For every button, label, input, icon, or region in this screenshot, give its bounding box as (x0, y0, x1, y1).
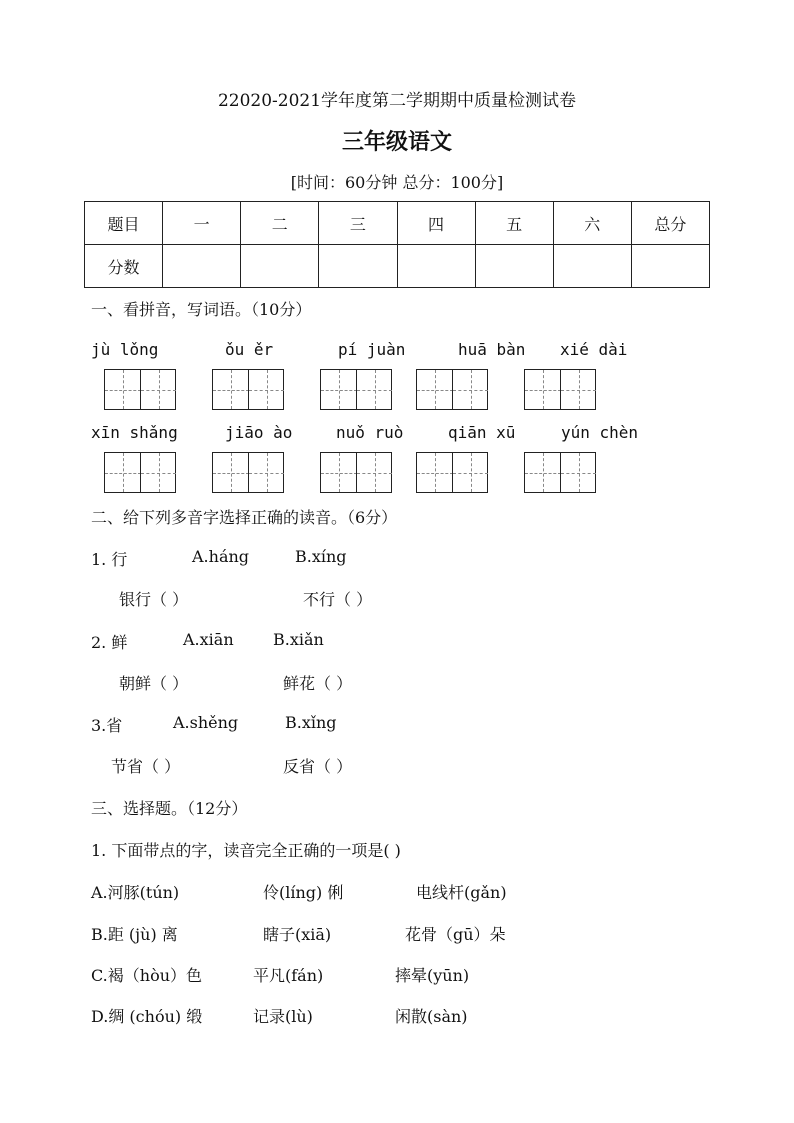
answer-blank[interactable]: 不行（ ） (303, 590, 373, 609)
choice-option-d-word: 闲散(sàn) (395, 1007, 468, 1026)
choice-option-b-word: 花骨（gū）朵 (405, 925, 506, 944)
choice-option-c-word: 摔晕(yūn) (395, 966, 470, 985)
writing-grid-box[interactable] (212, 452, 284, 493)
score-cell: 总分 (631, 202, 709, 245)
question-line: 3.省 (91, 716, 123, 735)
option-b: B.xǐng (285, 713, 337, 732)
score-cell: 题目 (85, 202, 163, 245)
option-b: B.xíng (295, 547, 347, 566)
score-cell: 五 (475, 202, 553, 245)
section3-heading: 三、选择题。（12分） (91, 799, 248, 818)
choice-option-d-word: 记录(lù) (253, 1007, 313, 1026)
choice-option-b[interactable]: B.距 (jù) 离 (91, 925, 178, 944)
score-cell: 二 (241, 202, 319, 245)
writing-grid-box[interactable] (104, 369, 176, 410)
writing-grid-box[interactable] (320, 369, 392, 410)
choice-option-a-word: 伶(líng) 俐 (263, 883, 344, 902)
score-cell: 四 (397, 202, 475, 245)
pinyin-label: qiān xū (448, 423, 516, 442)
answer-blank[interactable]: 节省（ ） (111, 757, 181, 776)
choice-option-a-word: 电线杆(gǎn) (416, 883, 507, 902)
writing-grid-box[interactable] (416, 369, 488, 410)
writing-grid-box[interactable] (524, 369, 596, 410)
choice-option-d[interactable]: D.绸 (chóu) 缎 (91, 1007, 203, 1026)
choice-option-c[interactable]: C.褐（hòu）色 (91, 966, 203, 985)
score-cell: 三 (319, 202, 397, 245)
score-table-header-row (85, 202, 710, 245)
writing-grid-box[interactable] (416, 452, 488, 493)
writing-grid-box[interactable] (524, 452, 596, 493)
score-input-cell[interactable] (241, 245, 319, 288)
option-a: A.háng (192, 547, 250, 566)
answer-blank[interactable]: 朝鲜（ ） (119, 674, 189, 693)
pinyin-label: xīn shǎng (91, 423, 178, 442)
score-input-cell[interactable] (553, 245, 631, 288)
section1-heading: 一、看拼音，写词语。（10分） (91, 300, 312, 319)
score-cell: 分数 (85, 245, 163, 288)
option-a: A.xiān (183, 630, 234, 649)
choice-option-a[interactable]: A.河豚(tún) (91, 883, 180, 902)
option-a: A.shěng (173, 713, 239, 732)
score-table-score-row (85, 245, 710, 288)
pinyin-label: jiāo ào (225, 423, 293, 442)
score-input-cell[interactable] (163, 245, 241, 288)
subject-title: 三年级语文 (341, 130, 452, 155)
score-table (84, 201, 710, 288)
pinyin-label: huā bàn (458, 340, 526, 359)
choice-option-c-word: 平凡(fán) (253, 966, 324, 985)
pinyin-label: nuǒ ruò (336, 423, 404, 442)
pinyin-label: jù lǒng (91, 340, 159, 359)
writing-grid-box[interactable] (320, 452, 392, 493)
score-input-cell[interactable] (319, 245, 397, 288)
pinyin-label: pí juàn (338, 340, 406, 359)
exam-title: 22020-2021学年度第二学期期中质量检测试卷 (217, 91, 577, 111)
option-b: B.xiǎn (273, 630, 324, 649)
writing-grid-box[interactable] (212, 369, 284, 410)
section2-heading: 二、给下列多音字选择正确的读音。（6分） (91, 508, 398, 527)
pinyin-label: ǒu ěr (225, 340, 274, 359)
score-cell: 六 (553, 202, 631, 245)
answer-blank[interactable]: 鲜花（ ） (283, 674, 353, 693)
score-input-cell[interactable] (475, 245, 553, 288)
choice-option-b-word: 瞎子(xiā) (263, 925, 332, 944)
score-input-cell[interactable] (397, 245, 475, 288)
question-line: 1. 行 (91, 550, 128, 569)
pinyin-label: xié dài (560, 340, 628, 359)
pinyin-label: yún chèn (561, 423, 639, 442)
score-input-cell[interactable] (631, 245, 709, 288)
question-line: 2. 鲜 (91, 633, 128, 652)
answer-blank[interactable]: 反省（ ） (283, 757, 353, 776)
score-cell: 一 (163, 202, 241, 245)
writing-grid-box[interactable] (104, 452, 176, 493)
answer-blank[interactable]: 银行（ ） (119, 590, 189, 609)
question-stem: 1. 下面带点的字，读音完全正确的一项是( ) (91, 841, 401, 860)
time-info: [时间：60分钟 总分：100分] (290, 173, 504, 192)
